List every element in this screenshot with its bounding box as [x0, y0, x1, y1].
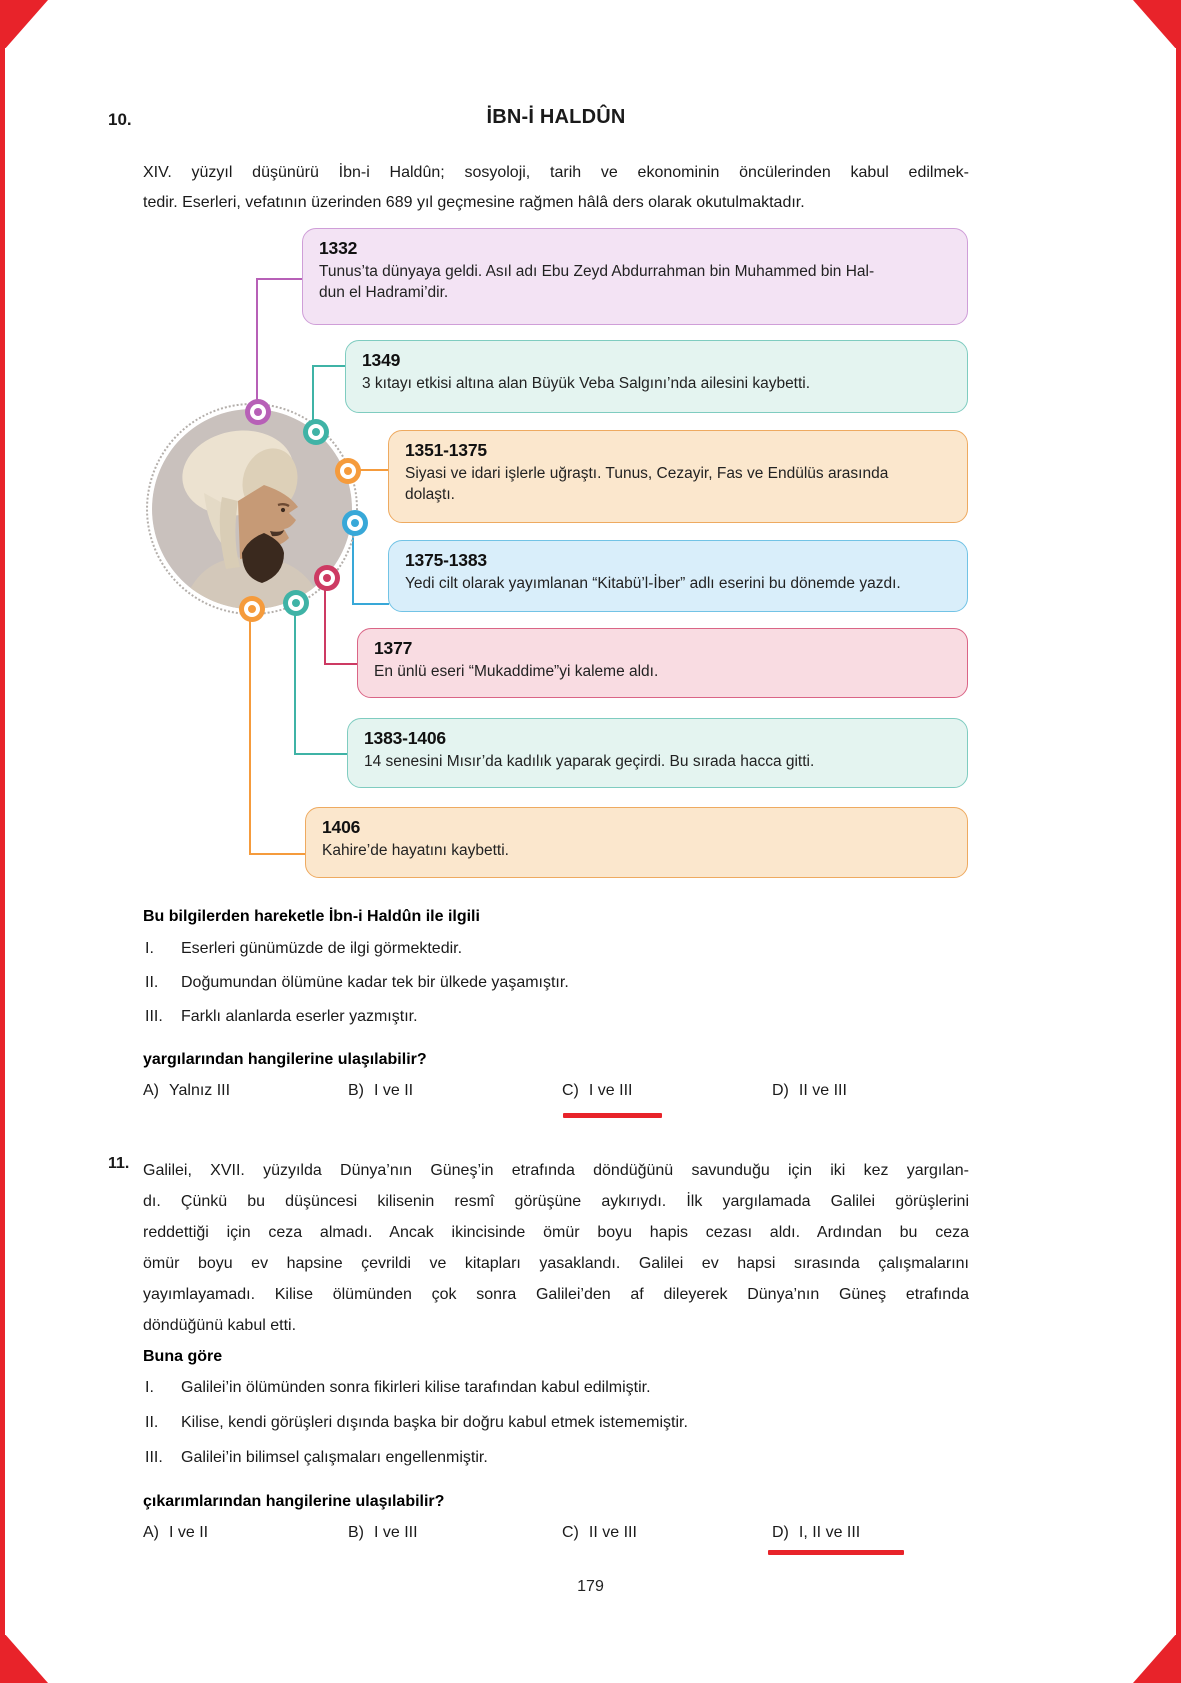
timeline-event-1349 [345, 340, 968, 413]
q11-question: çıkarımlarından hangilerine ulaşılabilir? [143, 1493, 445, 1510]
timeline-event-1332 [302, 228, 968, 325]
option-text: I ve II [374, 1082, 414, 1099]
option-text: II ve III [798, 1082, 847, 1099]
event-text: dolaştı. [405, 486, 455, 503]
timeline-event-1383-1406 [347, 718, 968, 788]
option-letter: B) [348, 1082, 364, 1099]
event-year: 1406 [322, 817, 361, 837]
event-text: Siyasi ve idari işlerle uğraştı. Tunus, Cezayir, Fas ve Endülüs arasında [405, 465, 889, 482]
event-text: En ünlü eseri “Mukaddime”yi kaleme aldı. [374, 663, 659, 680]
timeline-dot-1375-1383 [342, 510, 368, 536]
timeline-event-1351-1375 [388, 430, 968, 523]
corner-accent-top-right [1133, 0, 1181, 48]
connector-1377 [324, 586, 326, 665]
timeline-dot-1406 [239, 596, 265, 622]
q11-option-d [772, 1524, 860, 1542]
option-text: I ve II [169, 1524, 209, 1541]
page-title: İBN-İ HALDÛN [486, 106, 626, 128]
connector-1375-1383 [352, 603, 389, 605]
timeline-dot-1383-1406 [283, 590, 309, 616]
question-11-number: 11. [108, 1155, 130, 1172]
connector-1406 [249, 853, 306, 855]
timeline-dot-1351-1375 [335, 458, 361, 484]
q10-item-1-text: Eserleri günümüzde de ilgi görmektedir. [181, 940, 463, 957]
q10-option-d [772, 1082, 847, 1100]
q11-para-line: reddettiği için ceza almadı. Ancak ikincisinde ömür boyu hapis cezası aldı. Ardından bu ceza [143, 1224, 969, 1241]
q11-item-1-numeral: I. [145, 1379, 154, 1396]
corner-accent-bottom-left [0, 1635, 48, 1683]
q10-answer-underline [563, 1113, 662, 1118]
option-text: I ve III [374, 1524, 418, 1541]
page-edge-accent-left [0, 0, 5, 1683]
option-letter: C) [562, 1524, 579, 1541]
q10-item-3-numeral: III. [145, 1008, 163, 1025]
corner-accent-bottom-right [1133, 1635, 1181, 1683]
event-year: 1349 [362, 350, 401, 370]
intro-line-1: XIV. yüzyıl düşünürü İbn-i Haldûn; sosyoloji, tarih ve ekonominin öncülerinden kabul edilmek- [143, 164, 969, 181]
event-year: 1375-1383 [405, 550, 487, 570]
option-text: I ve III [588, 1082, 633, 1099]
q11-item-1-text: Galilei’in ölümünden sonra fikirleri kilise tarafından kabul edilmiştir. [181, 1379, 651, 1396]
option-text: II ve III [588, 1524, 637, 1541]
connector-1349 [312, 365, 314, 422]
q11-item-3-numeral: III. [145, 1449, 163, 1466]
page-number: 179 [577, 1578, 604, 1595]
q11-para-line: dı. Çünkü bu düşüncesi kilisenin resmî görüşüne aykırıydı. İlk yargılamada Galilei görüşlerini [143, 1193, 969, 1210]
option-letter: C) [562, 1082, 579, 1099]
q10-option-a [143, 1082, 230, 1100]
connector-1377 [324, 663, 358, 665]
q10-item-2-numeral: II. [145, 974, 159, 991]
connector-1383-1406 [294, 611, 296, 755]
q11-para-line: döndüğünü kabul etti. [143, 1317, 297, 1334]
timeline-dot-1349 [303, 419, 329, 445]
connector-1406 [249, 617, 251, 855]
question-10-number: 10. [108, 110, 132, 129]
connector-1349 [312, 365, 346, 367]
option-letter: A) [143, 1082, 159, 1099]
timeline-event-1375-1383 [388, 540, 968, 612]
option-letter: D) [772, 1082, 789, 1099]
option-text: I, II ve III [798, 1524, 861, 1541]
q10-item-1-numeral: I. [145, 940, 154, 957]
timeline-event-1406 [305, 807, 968, 878]
q11-item-2-text: Kilise, kendi görüşleri dışında başka bir doğru kabul etmek istememiştir. [181, 1414, 688, 1431]
q11-para-line: ömür boyu ev hapsine çevrildi ve kitapları yasaklandı. Galilei ev hapsi sırasında çalışmalarını [143, 1255, 969, 1272]
intro-line-2: tedir. Eserleri, vefatının üzerinden 689 yıl geçmesine rağmen hâlâ ders olarak okutulmaktadır. [143, 194, 805, 211]
timeline-dot-1332 [245, 399, 271, 425]
q11-lead: Buna göre [143, 1348, 223, 1365]
event-year: 1377 [374, 638, 413, 658]
q11-option-c [562, 1524, 637, 1542]
connector-1332 [256, 278, 258, 401]
q11-answer-underline [768, 1550, 904, 1555]
event-text: Tunus’ta dünyaya geldi. Asıl adı Ebu Zeyd Abdurrahman bin Muhammed bin Hal- [319, 263, 875, 280]
q10-question: yargılarından hangilerine ulaşılabilir? [143, 1051, 427, 1068]
timeline-event-1377 [357, 628, 968, 698]
event-year: 1383-1406 [364, 728, 446, 748]
event-text: 3 kıtayı etkisi altına alan Büyük Veba Salgını’nda ailesini kaybetti. [362, 375, 811, 392]
q10-item-2-text: Doğumundan ölümüne kadar tek bir ülkede yaşamıştır. [181, 974, 569, 991]
timeline-dot-1377 [314, 565, 340, 591]
q10-item-3-text: Farklı alanlarda eserler yazmıştır. [181, 1008, 418, 1025]
option-letter: D) [772, 1524, 789, 1541]
connector-1383-1406 [294, 753, 348, 755]
q11-item-2-numeral: II. [145, 1414, 159, 1431]
event-text: Yedi cilt olarak yayımlanan “Kitabü’l-İber” adlı eserini bu dönemde yazdı. [405, 575, 901, 592]
page-edge-accent-right [1176, 0, 1181, 1683]
q11-para-line: yayımlayamadı. Kilise ölümünden çok sonra Galilei’den af dileyerek Dünya’nın Güneş etrafında [143, 1286, 969, 1303]
event-year: 1332 [319, 238, 358, 258]
option-letter: B) [348, 1524, 364, 1541]
q11-option-b [348, 1524, 418, 1542]
corner-accent-top-left [0, 0, 48, 48]
option-text: Yalnız III [169, 1082, 231, 1099]
connector-1332 [256, 278, 303, 280]
q11-option-a [143, 1524, 208, 1542]
event-text: Kahire’de hayatını kaybetti. [322, 842, 509, 859]
q11-paragraph [143, 1155, 969, 1341]
q10-option-c [562, 1082, 632, 1100]
event-text: dun el Hadrami’dir. [319, 284, 449, 301]
q10-lead: Bu bilgilerden hareketle İbn-i Haldûn ile ilgili [143, 908, 480, 925]
event-year: 1351-1375 [405, 440, 487, 460]
q10-option-b [348, 1082, 413, 1100]
event-text: 14 senesini Mısır’da kadılık yaparak geçirdi. Bu sırada hacca gitti. [364, 753, 815, 770]
q11-para-line: Galilei, XVII. yüzyılda Dünya’nın Güneş’in etrafında döndüğünü savunduğu için iki kez yargılan- [143, 1162, 969, 1179]
q11-item-3-text: Galilei’in bilimsel çalışmaları engellenmiştir. [181, 1449, 488, 1466]
option-letter: A) [143, 1524, 159, 1541]
